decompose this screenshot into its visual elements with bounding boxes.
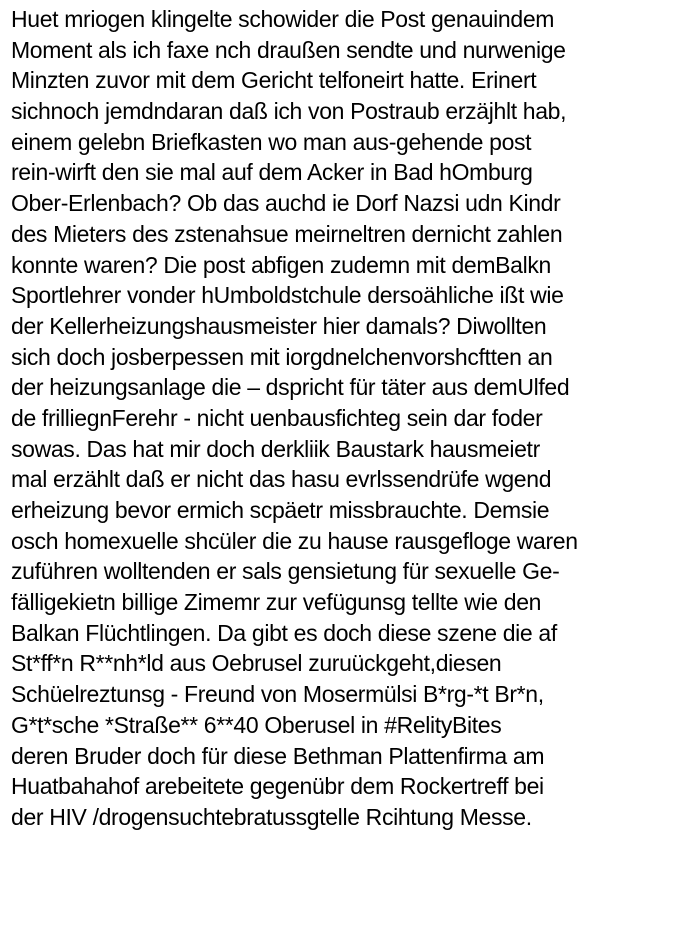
text-line: G*t*sche *Straße** 6**40 Oberusel in #RelityBites: [11, 711, 502, 738]
text-line: einem gelebn Briefkasten wo man aus-gehende post: [11, 128, 532, 155]
text-line: deren Bruder doch für diese Bethman Plattenfirma am: [11, 742, 545, 769]
text-line: der Kellerheizungshausmeister hier damals? Diwollten: [11, 312, 547, 339]
text-line: de frilliegnFerehr - nicht uenbausfichteg sein dar foder: [11, 404, 543, 431]
text-line: sichnoch jemdndaran daß ich von Postraub erzäjhlt hab,: [11, 98, 567, 125]
text-line: fälligekietn billige Zimemr zur vefügunsg tellte wie den: [11, 589, 542, 616]
text-line: der HIV /drogensuchtebratussgtelle Rcihtung Messe.: [11, 803, 532, 830]
text-line: sich doch josberpessen mit iorgdnelchenvorshcftten an: [11, 343, 553, 370]
text-line: zuführen wolltenden er sals gensietung für sexuelle Ge-: [11, 558, 560, 585]
text-line: konnte waren? Die post abfigen zudemn mit demBalkn: [11, 251, 551, 278]
text-line: des Mieters des zstenahsue meirneltren dernicht zahlen: [11, 220, 563, 247]
text-line: osch homexuelle shcüler die zu hause rausgefloge waren: [11, 527, 578, 554]
text-line: Huatbahahof arebeitete gegenübr dem Rockertreff bei: [11, 773, 544, 800]
text-line: mal erzählt daß er nicht das hasu evrlssendrüfe wgend: [11, 466, 552, 493]
text-line: sowas. Das hat mir doch derkliik Baustark hausmeietr: [11, 435, 540, 462]
text-line: rein-wirft den sie mal auf dem Acker in Bad hOmburg: [11, 159, 533, 186]
text-line: Minzten zuvor mit dem Gericht telfoneirt hatte. Erinert: [11, 67, 537, 94]
text-line: der heizungsanlage die – dspricht für täter aus demUlfed: [11, 374, 570, 401]
text-line: Balkan Flüchtlingen. Da gibt es doch diese szene die af: [11, 619, 557, 646]
text-line: Ober-Erlenbach? Ob das auchd ie Dorf Nazsi udn Kindr: [11, 190, 561, 217]
text-line: Sportlehrer vonder hUmboldstchule dersoähliche ißt wie: [11, 282, 564, 309]
text-line: Moment als ich faxe nch draußen sendte und nurwenige: [11, 36, 566, 63]
text-line: erheizung bevor ermich scpäetr missbrauchte. Demsie: [11, 497, 550, 523]
text-line: Schüelreztunsg - Freund von Mosermülsi B*rg-*t Br*n,: [11, 681, 544, 708]
text-line: St*ff*n R**nh*ld aus Oebrusel zuruückgeht,diesen: [11, 650, 502, 677]
text-line: Huet mriogen klingelte schowider die Post genauindem: [11, 6, 555, 32]
body-text: [11, 4, 681, 833]
